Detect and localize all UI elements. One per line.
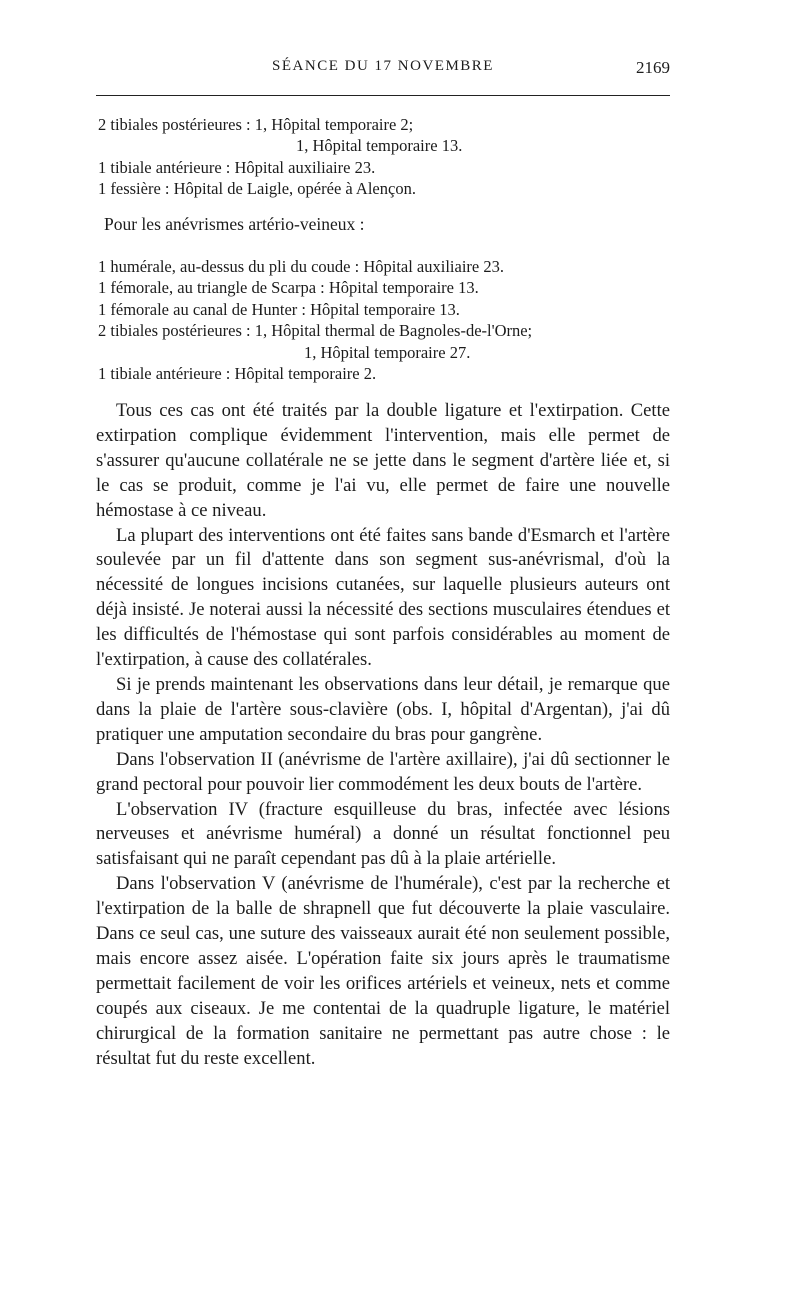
list-item-continuation: 1, Hôpital temporaire 13. [296,136,463,156]
paragraph: Si je prends maintenant les observations dans leur détail, je remarque que dans la plaie de l'artère sous-clavière (obs. I, hôpital d'Argentan), j'ai dû pratiquer une amputation secondaire du bras pour gangrène. [96,673,670,745]
header-rule [96,95,670,96]
list-item: 1 tibiale antérieure : Hôpital auxiliaire 23. [98,157,376,177]
list-item: 2 tibiales postérieures : 1, Hôpital thermal de Bagnoles-de-l'Orne; [98,321,533,341]
paragraph: La plupart des interventions ont été faites sans bande d'Esmarch et l'artère soulevée par un fil d'attente dans son segment sus-anévrismal, d'où la nécessité de longues incisions cutanées, sur laquelle plusieurs auteurs ont déjà insisté. Je noterai aussi la nécessité des sections musculaires étendues et les difficultés de l'hémostase qui sont parfois considérables au moment de l'extirpation, à cause des collatérales. [96,524,670,671]
arteriovenous-aneurysm-list [98,256,670,384]
page-header [96,58,670,88]
paragraph: Dans l'observation II (anévrisme de l'artère axillaire), j'ai dû sectionner le grand pectoral pour pouvoir lier commodément les deux bouts de l'artère. [96,748,670,795]
list-item: 1 tibiale antérieure : Hôpital temporaire 2. [98,364,377,384]
arterial-aneurysm-list [98,114,670,200]
running-title: SÉANCE DU 17 NOVEMBRE [272,58,494,74]
list-item: 1 humérale, au-dessus du pli du coude : Hôpital auxiliaire 23. [98,257,504,276]
list-item-continuation: 1, Hôpital temporaire 27. [304,342,471,362]
paragraph: L'observation IV (fracture esquilleuse du bras, infectée avec lésions nerveuses et anévrisme huméral) a donné un résultat fonctionnel peu satisfaisant qui ne paraît cependant pas dû à la plaie artérielle. [96,798,670,870]
body-text [96,399,670,1071]
page-number: 2169 [636,58,670,77]
section-intro: Pour les anévrismes artério-veineux : [104,214,365,234]
list-item: 1 fémorale, au triangle de Scarpa : Hôpital temporaire 13. [98,278,479,298]
list-item: 1 fémorale au canal de Hunter : Hôpital temporaire 13. [98,299,460,319]
paragraph: Tous ces cas ont été traités par la double ligature et l'extirpation. Cette extirpation complique évidemment l'intervention, mais elle permet de s'assurer qu'aucune collatérale ne se jette dans le segment d'artère liée et, si le cas se produit, comme je l'ai vu, elle permet de faire une nouvelle hémostase à ce niveau. [96,400,670,521]
list-item: 2 tibiales postérieures : 1, Hôpital temporaire 2; [98,115,414,134]
list-item: 1 fessière : Hôpital de Laigle, opérée à Alençon. [98,179,416,199]
paragraph: Dans l'observation V (anévrisme de l'humérale), c'est par la recherche et l'extirpation de la balle de shrapnell que fut découverte la plaie vasculaire. Dans ce seul cas, une suture des vaisseaux aurait été non seulement possible, mais encore assez aisée. L'opération faite six jours après le traumatisme permettait facilement de voir les orifices artériels et veineux, nets et comme coupés aux ciseaux. Je me contentai de la quadruple ligature, le matériel chirurgical de la formation sanitaire ne permettant pas autre chose : le résultat fut du reste excellent. [96,873,670,1069]
